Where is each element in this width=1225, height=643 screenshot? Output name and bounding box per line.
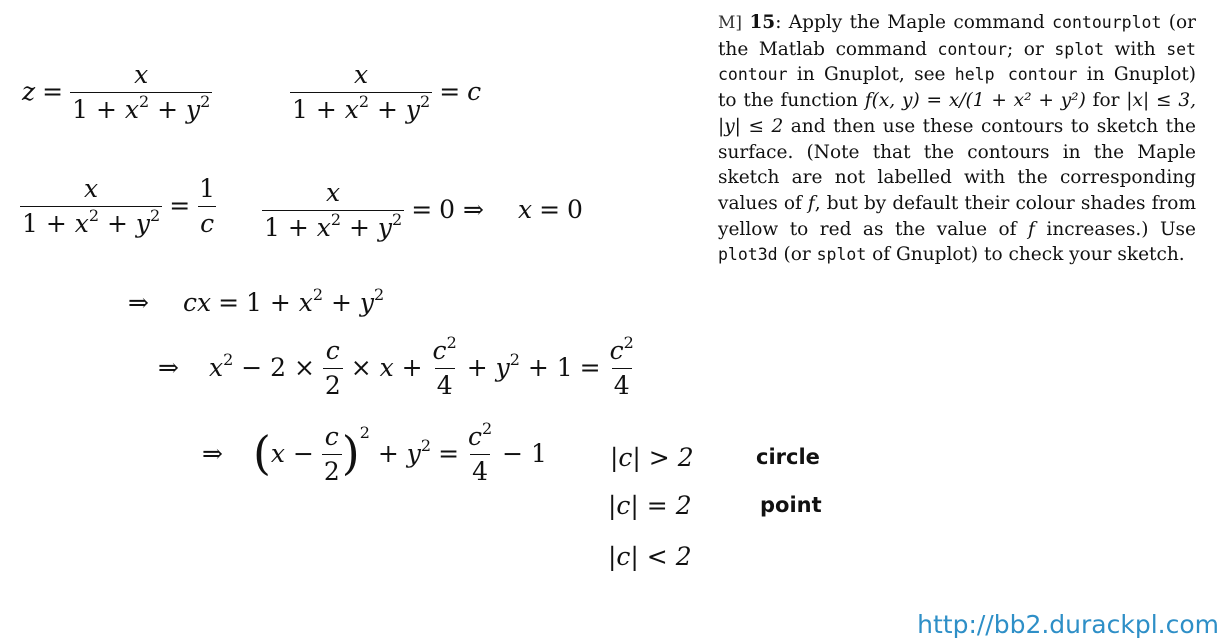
cmd-splot: splot xyxy=(1054,39,1104,59)
equation-z-definition: z = $\frac{x}{1 + x^2 + y^2}$ xyxy=(22,60,211,125)
equation-cx: ⇒ cx = $1 + x^2 + y^2$ xyxy=(128,285,385,317)
equation-zero-case: $\frac{x}{1 + x^2 + y^2}$ = 0 ⇒ x = 0 xyxy=(264,178,583,243)
case-less-than-two: |c| < 2 xyxy=(608,542,692,571)
case-label-point: point xyxy=(760,493,822,517)
equation-circle-form: ⇒ (x − $\frac{c}{2}$ )$^2 + y^2$ = $\frac{c^2}{4}$ − 1 xyxy=(202,419,547,487)
problem-number: 15 xyxy=(749,12,776,33)
equation-complete-square: ⇒ $x^2 - 2$ × $\frac{c}{2}$ × x + $\frac{c^2}{4}$ + $y^2 + 1$ = $\frac{c^2}{4}$ xyxy=(158,333,634,401)
case-equal-two: |c| = 2 xyxy=(608,491,692,520)
cmd-contourplot: contourplot xyxy=(1052,13,1162,32)
case-greater-than-two: |c| > 2 xyxy=(610,443,694,472)
equation-reciprocal: $\frac{x}{1 + x^2 + y^2}$ = $\frac{1}{c}$ xyxy=(22,174,216,239)
watermark-url: http://bb2.durackpl.com xyxy=(917,610,1219,639)
cmd-splot-2: splot xyxy=(816,245,867,265)
equation-level-curve: $\frac{x}{1 + x^2 + y^2}$ = c xyxy=(292,60,482,125)
function-definition: f(x, y) = x/(1 + x² + y²) xyxy=(864,90,1086,112)
problem-statement: M] 15: Apply the Maple command contourplot (or the Matlab command contour; or splot with set contour in Gnuplot, see help contour in Gnuplot) to the function f(x, y) = x/(1 + x² + y²) for |x| ≤ 3, |y| ≤ 2 and then use these contours to sketch the surface. (Note that the contours in the Maple sketch are not labelled with the corresponding values of f, but by default their colour shades from yellow to red as the value of f increases.) Use plot3d (or splot of Gnuplot) to check your sketch. xyxy=(718,12,1196,266)
cmd-help-contour: help contour xyxy=(954,65,1078,85)
cmd-contour: contour xyxy=(937,39,1008,59)
cmd-plot3d: plot3d xyxy=(718,245,778,265)
case-label-circle: circle xyxy=(756,445,820,469)
cmd-set-contour: set contour xyxy=(718,39,1196,85)
margin-mark: M] xyxy=(718,13,743,33)
